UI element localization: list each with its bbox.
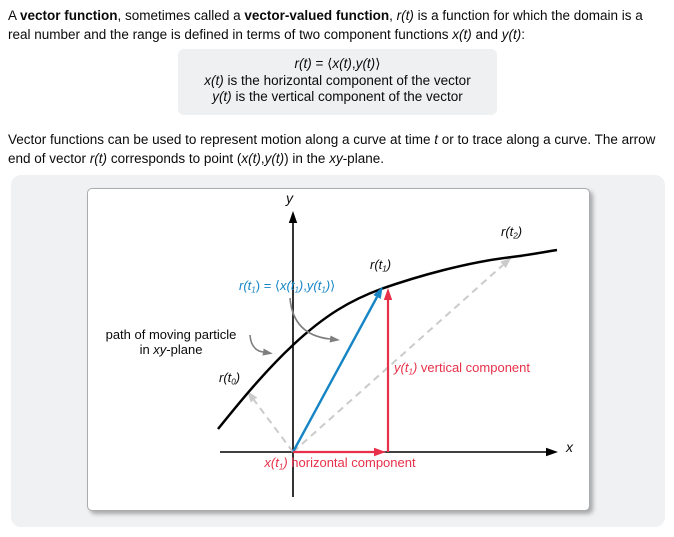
vertical-component-label: $y(t_1)$ vertical component bbox=[394, 360, 531, 377]
formula-line-horizontal: x(t) is the horizontal component of the vector bbox=[204, 72, 471, 88]
horizontal-component-label: $x(t_1)$ horizontal component bbox=[264, 455, 416, 472]
r-t0-label: $r(t_0)$ bbox=[219, 370, 241, 387]
formula-line-equation: r(t) = ⟨x(t),y(t)⟩ bbox=[294, 56, 381, 71]
vector-equation-label: $r(t_1)$ = $⟨x(t_1),y(t_1)⟩$ bbox=[239, 278, 336, 295]
r-t1-label: $r(t_1)$ bbox=[370, 257, 392, 274]
path-of-particle-label-line2: in xy-plane bbox=[139, 342, 203, 357]
dashed-vector-r-t0 bbox=[254, 400, 293, 452]
x-axis-label: x bbox=[566, 439, 573, 455]
definition-box bbox=[178, 49, 497, 115]
figure-panel bbox=[87, 188, 590, 511]
formula-line-vertical: y(t) is the vertical component of the vector bbox=[212, 89, 463, 104]
figure-container bbox=[11, 175, 665, 527]
path-of-particle-label-line1: path of moving particle bbox=[105, 327, 237, 342]
path-of-particle-label bbox=[92, 327, 250, 357]
vector-r-t1-blue bbox=[293, 297, 377, 452]
usage-paragraph: Vector functions can be used to represent motion along a curve at time t or to trace along a curve. The arrow end of vector r(t) corresponds to point (x(t),y(t)) in the xy-plane. bbox=[8, 132, 656, 166]
annotation-arrow-path-label bbox=[250, 335, 263, 352]
y-axis-label: y bbox=[286, 190, 293, 206]
r-t2-label: $r(t_2)$ bbox=[501, 224, 523, 241]
intro-paragraph: A vector function, sometimes called a vector-valued function, r(t) is a function for which the domain is a real number and the range is defined in terms of two component functions x(t) and y(t): bbox=[8, 8, 643, 42]
